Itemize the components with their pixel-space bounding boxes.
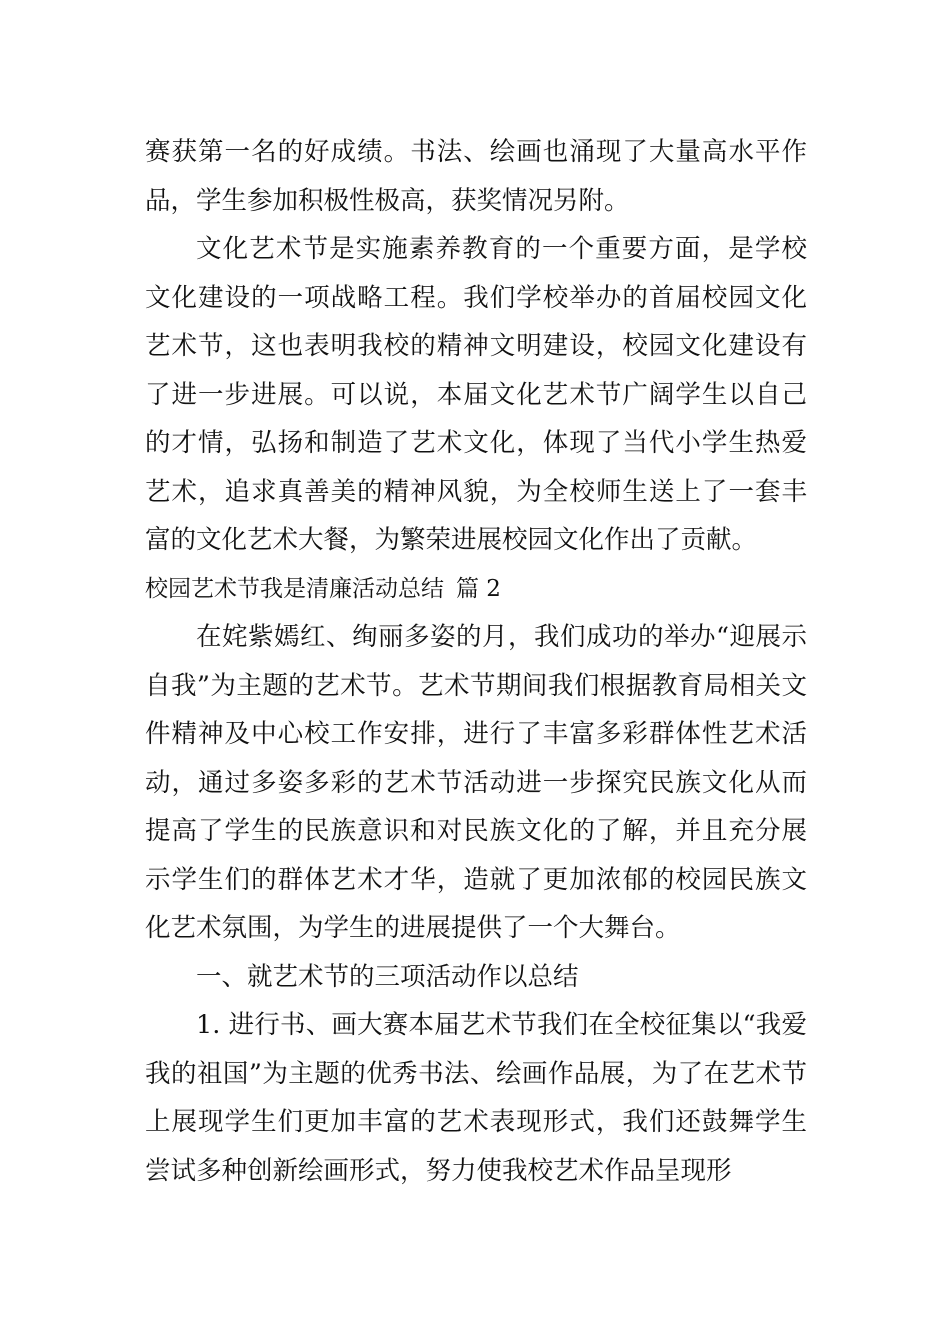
paragraph-culture-festival: 文化艺术节是实施素养教育的一个重要方面，是学校文化建设的一项战略工程。我们学校举办的首届校园文化艺术节，这也表明我校的精神文明建设，校园文化建设有了进一步进展。可以说，本届文化艺术节广阔学生以自己的才情，弘扬和制造了艺术文化，体现了当代小学生热爱艺术，追求真善美的精神风貌，为全校师生送上了一套丰富的文化艺术大餐，为繁荣进展校园文化作出了贡献。: [145, 234, 807, 555]
section-heading: [145, 565, 807, 614]
paragraph-calligraphy-contest: 1. 进行书、画大赛本届艺术节我们在全校征集以“我爱我的祖国”为主题的优秀书法、绘画作品展，为了在艺术节上展现学生们更加丰富的艺术表现形式，我们还鼓舞学生尝试多种创新绘画形式，努力使我校艺术作品呈现形: [145, 1010, 807, 1186]
section-heading-title: 校园艺术节我是清廉活动总结: [145, 575, 444, 602]
document-body: [145, 128, 807, 1195]
paragraph-continuation: 赛获第一名的好成绩。书法、绘画也涌现了大量高水平作品，学生参加积极性极高，获奖情况另附。: [145, 137, 807, 216]
paragraph-festival-intro: 在姹紫嫣红、绚丽多姿的月，我们成功的举办“迎展示自我”为主题的艺术节。艺术节期间我们根据教育局相关文件精神及中心校工作安排，进行了丰富多彩群体性艺术活动，通过多姿多彩的艺术节活动进一步探究民族文化从而提高了学生的民族意识和对民族文化的了解，并且充分展示学生们的群体艺术才华，造就了更加浓郁的校园民族文化艺术氛围，为学生的进展提供了一个大舞台。: [145, 622, 807, 943]
subheading-summary: 一、就艺术节的三项活动作以总结: [196, 961, 579, 992]
section-heading-part: 篇 2: [456, 575, 501, 602]
